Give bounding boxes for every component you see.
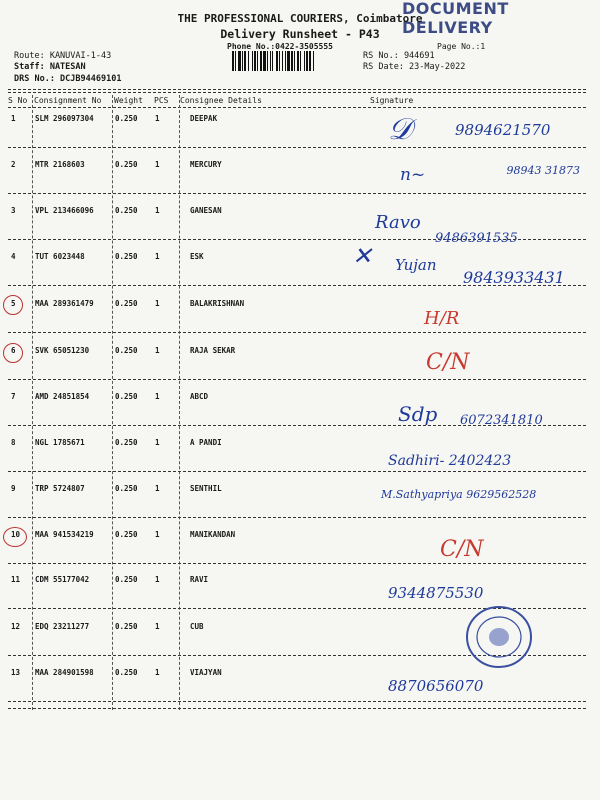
row-consignment-no: MTR 2168603 bbox=[35, 160, 85, 169]
row-sno: 9 bbox=[11, 484, 16, 493]
row-consignee: CUB bbox=[190, 622, 204, 631]
row-pcs: 1 bbox=[155, 114, 160, 123]
signature-6: C/N bbox=[426, 350, 470, 375]
row-sno: 4 bbox=[11, 252, 16, 261]
signature-scribble: n~ bbox=[400, 165, 426, 185]
signature-scribble: ✕ bbox=[352, 242, 373, 270]
row-mark-circle bbox=[3, 527, 27, 547]
row-consignee: DEEPAK bbox=[190, 114, 218, 123]
column-rule bbox=[112, 95, 113, 710]
row-consignment-no: SVK 65051230 bbox=[35, 346, 90, 355]
row-weight: 0.250 bbox=[115, 484, 138, 493]
row-consignee: MANIKANDAN bbox=[190, 530, 236, 539]
row-consignment-no: TUT 6023448 bbox=[35, 252, 85, 261]
row-weight: 0.250 bbox=[115, 530, 138, 539]
row-consignment-no: CDM 55177042 bbox=[35, 575, 90, 584]
row-divider bbox=[8, 332, 586, 333]
row-consignee: VIAJYAN bbox=[190, 668, 222, 677]
row-pcs: 1 bbox=[155, 346, 160, 355]
row-consignee: ESK bbox=[190, 252, 204, 261]
row-mark-circle bbox=[3, 343, 23, 363]
rs-number: RS No.: 944691 bbox=[363, 51, 435, 61]
row-sno: 1 bbox=[11, 114, 16, 123]
signature-3: 9486391535 bbox=[435, 231, 518, 246]
row-weight: 0.250 bbox=[115, 160, 138, 169]
divider bbox=[8, 92, 586, 93]
row-weight: 0.250 bbox=[115, 346, 138, 355]
row-divider bbox=[8, 471, 586, 472]
col-weight: Weight bbox=[114, 96, 143, 105]
row-sno: 10 bbox=[11, 530, 21, 539]
row-pcs: 1 bbox=[155, 299, 160, 308]
col-signature: Signature bbox=[370, 96, 414, 105]
row-mark-circle bbox=[3, 295, 23, 315]
row-sno: 8 bbox=[11, 438, 16, 447]
row-divider bbox=[8, 517, 586, 518]
column-rule bbox=[32, 95, 33, 710]
row-consignee: SENTHIL bbox=[190, 484, 222, 493]
row-sno: 7 bbox=[11, 392, 16, 401]
signature-8: Sadhiri- 2402423 bbox=[388, 453, 512, 469]
row-consignment-no: TRP 5724807 bbox=[35, 484, 85, 493]
divider bbox=[8, 107, 586, 108]
row-divider bbox=[8, 701, 586, 702]
row-weight: 0.250 bbox=[115, 299, 138, 308]
signature-9: M.Sathyapriya 9629562528 bbox=[381, 488, 537, 501]
row-consignment-no: NGL 1785671 bbox=[35, 438, 85, 447]
row-weight: 0.250 bbox=[115, 392, 138, 401]
row-sno: 2 bbox=[11, 160, 16, 169]
row-pcs: 1 bbox=[155, 160, 160, 169]
barcode-bar bbox=[314, 51, 315, 71]
signature-13: 8870656070 bbox=[388, 677, 484, 695]
row-pcs: 1 bbox=[155, 622, 160, 631]
row-sno: 5 bbox=[11, 299, 16, 308]
row-weight: 0.250 bbox=[115, 575, 138, 584]
barcode bbox=[232, 51, 356, 71]
row-consignee: BALAKRISHNAN bbox=[190, 299, 245, 308]
row-consignment-no: MAA 284901598 bbox=[35, 668, 94, 677]
row-pcs: 1 bbox=[155, 575, 160, 584]
row-weight: 0.250 bbox=[115, 438, 138, 447]
signature-7: 6072341810 bbox=[460, 413, 543, 428]
row-consignment-no: AMD 24851854 bbox=[35, 392, 90, 401]
row-weight: 0.250 bbox=[115, 252, 138, 261]
row-consignee: RAJA SEKAR bbox=[190, 346, 236, 355]
signature-2: 98943 31873 bbox=[506, 164, 580, 177]
row-consignee: A PANDI bbox=[190, 438, 222, 447]
row-sno: 6 bbox=[11, 346, 16, 355]
document-delivery-stamp: DOCUMENT DELIVERY bbox=[402, 0, 509, 37]
signature-scribble: Ravo bbox=[375, 212, 421, 233]
row-sno: 3 bbox=[11, 206, 16, 215]
row-sno: 12 bbox=[11, 622, 21, 631]
row-pcs: 1 bbox=[155, 668, 160, 677]
row-consignee: ABCD bbox=[190, 392, 209, 401]
col-pcs: PCS bbox=[154, 96, 169, 105]
row-pcs: 1 bbox=[155, 392, 160, 401]
signature-scribble: 𝒟 bbox=[388, 112, 412, 147]
col-consignee: Consignee Details bbox=[180, 96, 262, 105]
signature-11: 9344875530 bbox=[388, 584, 484, 602]
divider bbox=[8, 708, 586, 709]
row-pcs: 1 bbox=[155, 252, 160, 261]
row-weight: 0.250 bbox=[115, 668, 138, 677]
row-consignment-no: MAA 289361479 bbox=[35, 299, 94, 308]
col-sno: S No bbox=[8, 96, 28, 105]
row-consignment-no: VPL 213466096 bbox=[35, 206, 94, 215]
rs-date: RS Date: 23-May-2022 bbox=[363, 62, 466, 72]
company-name: THE PROFESSIONAL COURIERS, Coimbatore bbox=[177, 12, 423, 25]
row-consignment-no: MAA 941534219 bbox=[35, 530, 94, 539]
row-weight: 0.250 bbox=[115, 206, 138, 215]
row-consignee: GANESAN bbox=[190, 206, 222, 215]
runsheet-title: Delivery Runsheet - P43 bbox=[220, 27, 380, 41]
row-consignee: RAVI bbox=[190, 575, 209, 584]
page-number: Page No.:1 bbox=[437, 42, 486, 51]
phone-number: Phone No.:0422-3505555 bbox=[227, 42, 333, 51]
row-divider bbox=[8, 147, 586, 148]
divider bbox=[8, 89, 586, 90]
row-divider bbox=[8, 379, 586, 380]
row-consignment-no: SLM 296097304 bbox=[35, 114, 94, 123]
company-seal-stamp bbox=[464, 604, 534, 670]
signature-5: H/R bbox=[424, 308, 460, 329]
row-consignment-no: EDQ 23211277 bbox=[35, 622, 90, 631]
row-consignee: MERCURY bbox=[190, 160, 222, 169]
row-pcs: 1 bbox=[155, 530, 160, 539]
row-pcs: 1 bbox=[155, 484, 160, 493]
row-pcs: 1 bbox=[155, 438, 160, 447]
row-pcs: 1 bbox=[155, 206, 160, 215]
row-sno: 11 bbox=[11, 575, 21, 584]
column-rule bbox=[179, 95, 180, 710]
row-sno: 13 bbox=[11, 668, 21, 677]
row-weight: 0.250 bbox=[115, 622, 138, 631]
signature-1: 9894621570 bbox=[455, 121, 551, 139]
drs-number: DRS No.: DCJB94469101 bbox=[14, 74, 122, 84]
staff: Staff: NATESAN bbox=[14, 62, 86, 72]
row-weight: 0.250 bbox=[115, 114, 138, 123]
route: Route: KANUVAI-1-43 bbox=[14, 51, 112, 61]
row-divider bbox=[8, 563, 586, 564]
row-divider bbox=[8, 193, 586, 194]
signature-4: 9843933431 bbox=[463, 268, 565, 287]
signature-scribble: Sdp bbox=[398, 402, 438, 426]
col-consignment: Consignment No bbox=[34, 96, 102, 105]
signature-scribble: Yujan bbox=[395, 256, 437, 274]
signature-10: C/N bbox=[440, 537, 484, 562]
